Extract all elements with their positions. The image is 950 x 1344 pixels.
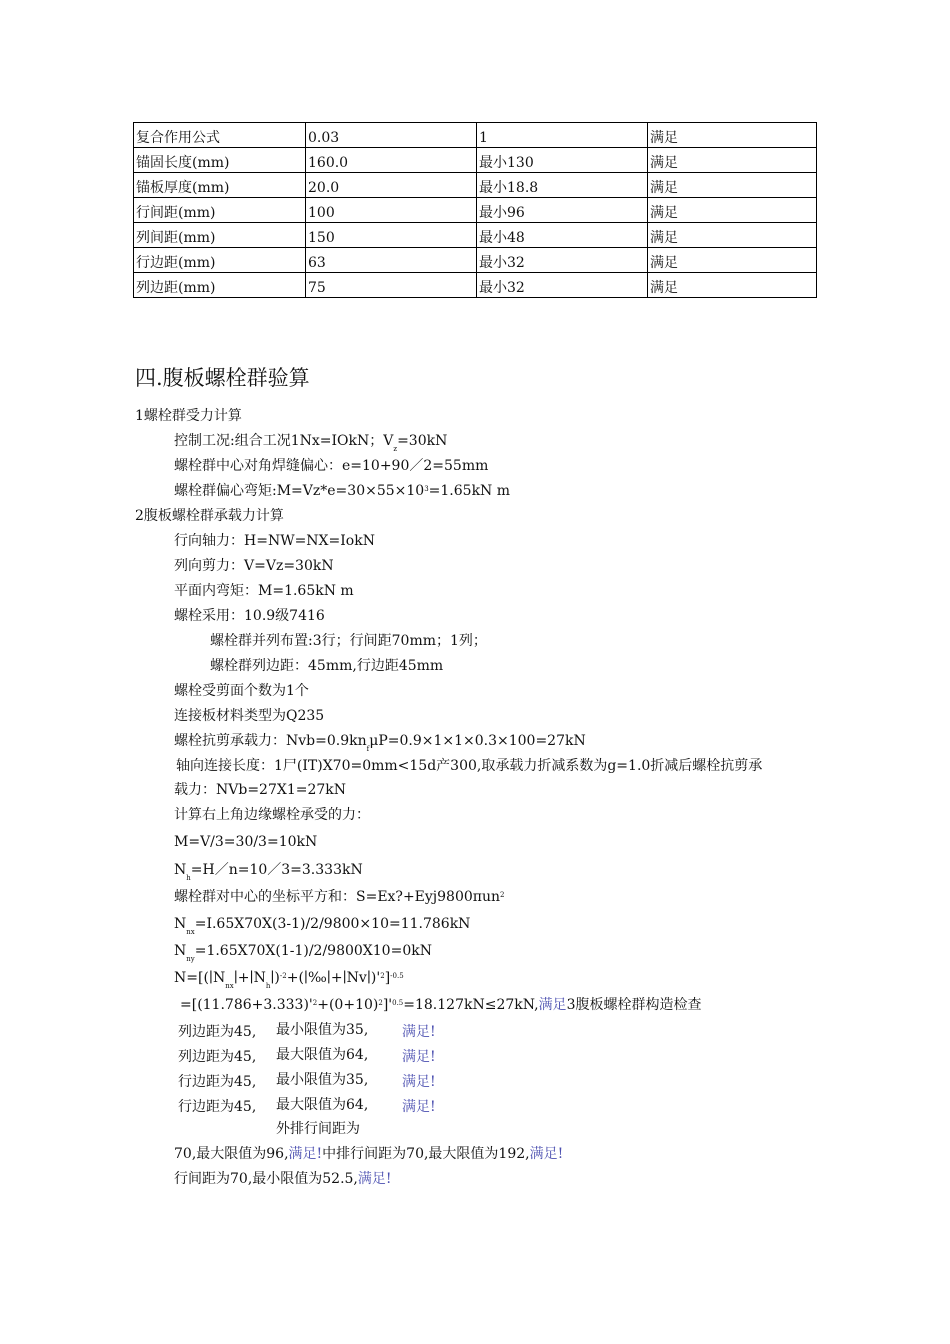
check-result-cell: 满足 [648,273,817,298]
row-edge-min-check-limit: 最小限值为35, [276,1072,369,1088]
check-value-cell: 160.0 [306,148,477,173]
row-edge-max-check-label: 行边距为45, [178,1099,257,1115]
nnx-line: $N_{nx}=I.65X70X(3-1)/2/9800\times 10=11.786kN$ [174,916,471,936]
table-row [134,223,817,248]
control-case-line: 控制工况:组合工况1Nx=IOkN；$V_z=30kN$ [174,433,448,453]
eccentricity-line: 螺栓群中心对角焊缝偏心：e=10+90／2=55mm [174,458,489,474]
table-row [134,273,817,298]
check-value-cell: 20.0 [306,173,477,198]
check-value-cell: 100 [306,198,477,223]
table-row [134,248,817,273]
check-result-cell: 满足 [648,173,817,198]
col-edge-max-check-limit: 最大限值为64, [276,1047,369,1063]
col-edge-max-check-label: 列边距为45, [178,1049,257,1065]
satisfied-label: 满足 [538,997,567,1013]
check-result-cell: 满足 [648,148,817,173]
check-item-cell: 列间距(mm) [134,223,306,248]
row-spacing-min-check-line: 行间距为70,最小限值为52.5,满足! [174,1171,392,1187]
connection-length-line: 轴向连接长度：1尸(IT)X70=0mm<15d产300,取承载力折减系数为g=1.0折减后螺栓抗剪承 [176,758,763,774]
col-edge-min-check-limit: 最小限值为35, [276,1022,369,1038]
check-results-table [133,122,817,298]
col-edge-max-check-result: 满足! [402,1049,436,1065]
satisfied-label: 满足! [529,1146,564,1162]
check-limit-cell: 最小96 [477,198,648,223]
check-limit-cell: 1 [477,123,648,148]
table-row [134,198,817,223]
check-result-cell: 满足 [648,198,817,223]
check-value-cell: 75 [306,273,477,298]
satisfied-label: 满足! [357,1171,392,1187]
in-plane-moment-line: 平面内弯矩：M=1.65kN m [174,583,354,599]
resultant-formula-line: $N=[(∣N_{nx}∣+∣N_h∣)^{-2}+(∣‰∣+∣Nv∣)'^2]^{-0.5}$ [174,970,404,990]
check-result-cell: 满足 [648,223,817,248]
outer-row-spacing-label: 外排行间距为 [276,1121,360,1137]
check-value-cell: 0.03 [306,123,477,148]
check-limit-cell: 最小32 [477,248,648,273]
check-limit-cell: 最小32 [477,273,648,298]
plate-material-line: 连接板材料类型为Q235 [174,708,325,724]
col-edge-min-check-result: 满足! [402,1024,436,1040]
check-item-cell: 复合作用公式 [134,123,306,148]
check-item-cell: 列边距(mm) [134,273,306,298]
bolt-type-line: 螺栓采用：10.9级7416 [174,608,325,624]
check-limit-cell: 最小18.8 [477,173,648,198]
subsection-title-1: 1螺栓群受力计算 [135,408,242,424]
col-edge-min-check-label: 列边距为45, [178,1024,257,1040]
check-value-cell: 150 [306,223,477,248]
check-result-cell: 满足 [648,248,817,273]
bolt-edge-distance-line: 螺栓群列边距：45mm,行边距45mm [210,658,444,674]
check-results-table-body [134,123,817,298]
nh-line: $N_h=H/n=10/3=3.333kN$ [174,862,363,882]
row-edge-max-check-result: 满足! [402,1099,436,1115]
eccentric-moment-line: 螺栓群偏心弯矩$:M=Vz*e=30\times 55\times 10^3=1.65kN$ m [174,483,511,499]
check-item-cell: 锚固长度(mm) [134,148,306,173]
axial-force-line: 行向轴力：H=NW=NX=IokN [174,533,375,549]
satisfied-label: 满足! [288,1146,323,1162]
check-value-cell: 63 [306,248,477,273]
check-limit-cell: 最小48 [477,223,648,248]
moment-per-bolt-line: M=V/3=30/3=10kN [174,834,318,850]
shear-plane-count-line: 螺栓受剪面个数为1个 [174,683,309,699]
table-row [134,148,817,173]
table-row [134,123,817,148]
bolt-layout-line: 螺栓群并列布置:3行；行间距70mm；1列； [210,633,487,649]
corner-bolt-title-line: 计算右上角边缘螺栓承受的力： [174,807,370,823]
row-edge-min-check-label: 行边距为45, [178,1074,257,1090]
check-item-cell: 锚板厚度(mm) [134,173,306,198]
resultant-value-line: $=[(11.786+3.333)'^2+(0+10)^2]'^{0.5}=18.127kN\le 27kN$,满足3腹板螺栓群构造检查 [180,997,702,1013]
check-result-cell: 满足 [648,123,817,148]
row-edge-min-check-result: 满足! [402,1074,436,1090]
section-title: 四.腹板螺栓群验算 [135,366,310,390]
check-item-cell: 行间距(mm) [134,198,306,223]
check-limit-cell: 最小130 [477,148,648,173]
check-item-cell: 行边距(mm) [134,248,306,273]
coordinate-sum-line: 螺栓群对中心的坐标平方和：S=Ex?+Eyj9800πun$^2$ [174,889,505,905]
shear-capacity-line: 螺栓抗剪承载力：$Nvb=0.9kn_f\mu P=0.9\times 1\times 1\times 0.3\times 100=27kN$ [174,733,586,753]
table-row [134,173,817,198]
subsection-title-2: 2腹板螺栓群承载力计算 [135,508,284,524]
nny-line: $N_{ny}=1.65X70X(1-1)/2/9800X10=0kN$ [174,943,432,963]
row-spacing-max-check-line: 70,最大限值为96,满足!中排行间距为70,最大限值为192,满足! [174,1146,564,1162]
shear-force-line: 列向剪力：V=Vz=30kN [174,558,334,574]
row-edge-max-check-limit: 最大限值为64, [276,1097,369,1113]
reduced-capacity-line: 载力：NVb=27X1=27kN [174,782,347,798]
